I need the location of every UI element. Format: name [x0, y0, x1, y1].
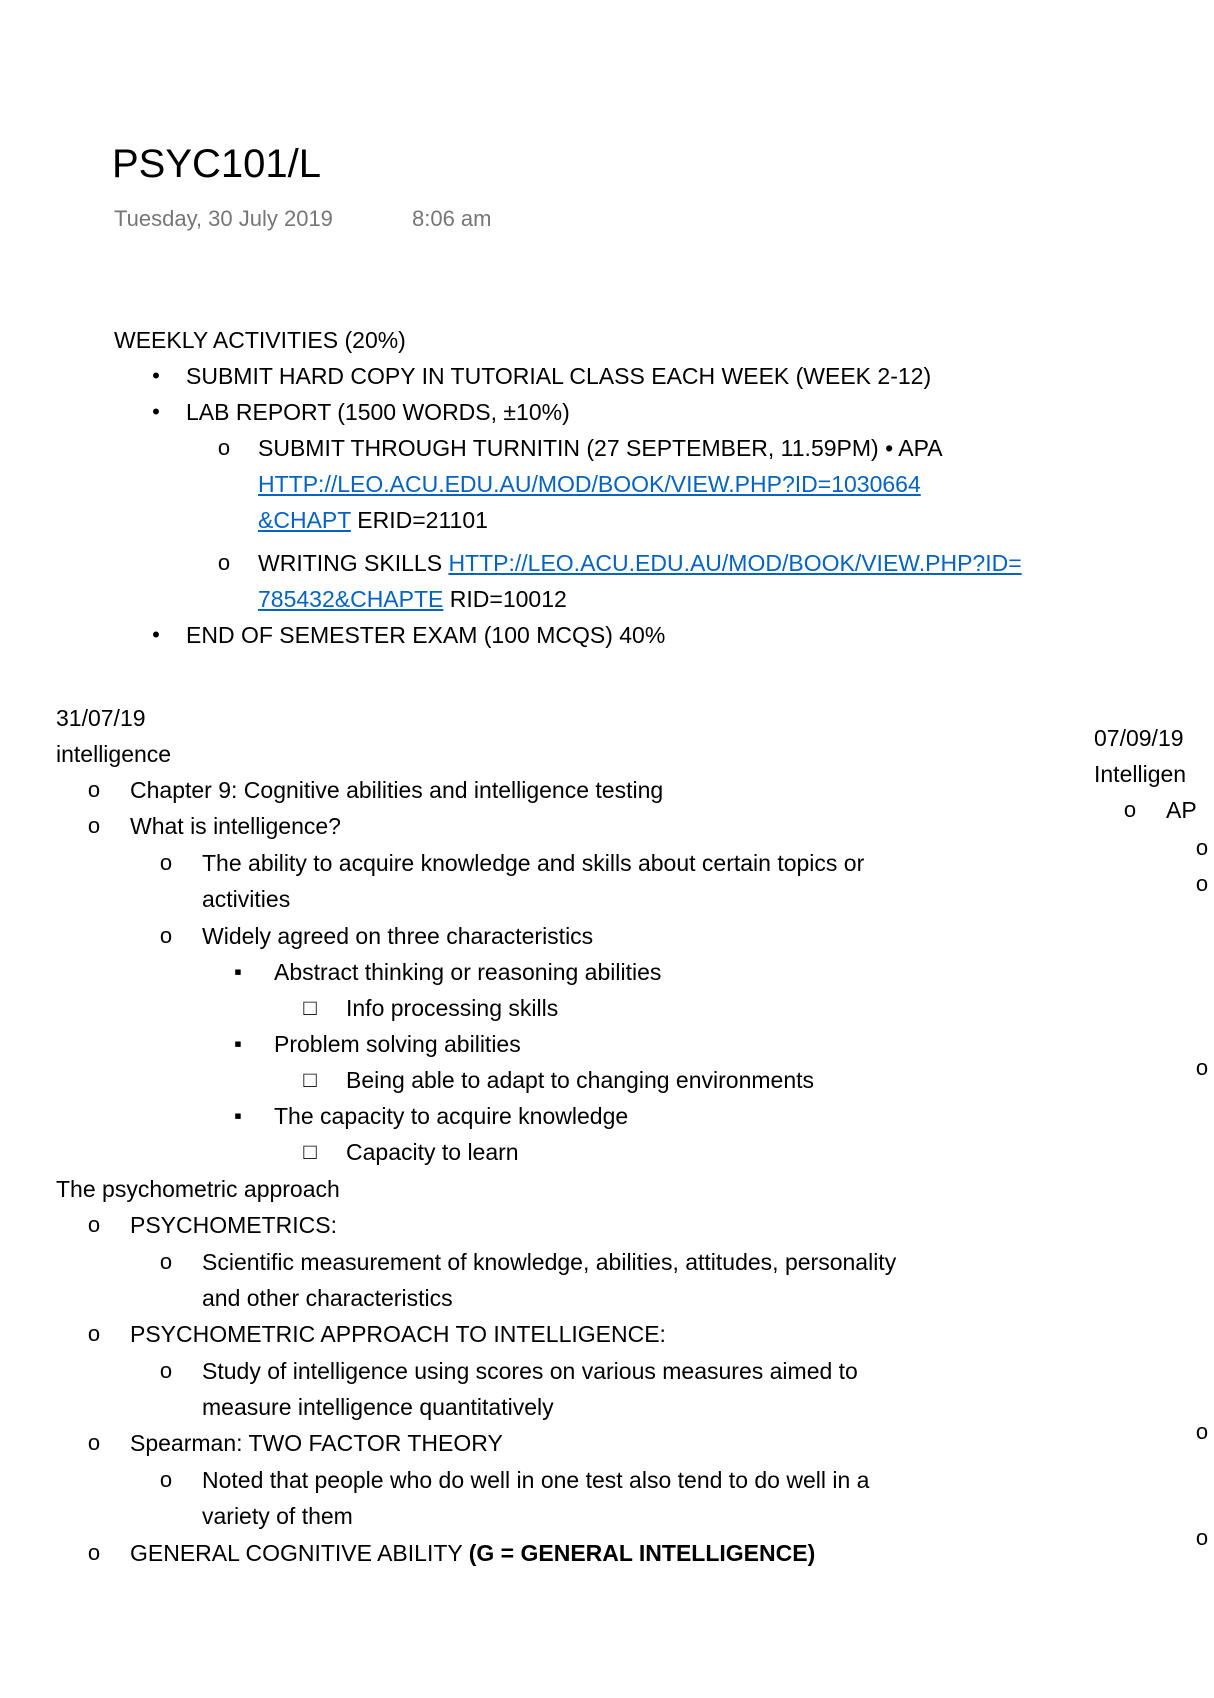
writing-skills-link-cont[interactable]: 785432&CHAPTE [258, 586, 444, 612]
page-time: 8:06 am [412, 206, 492, 231]
lab-submit-link-line1 [258, 466, 921, 502]
note-definition-2: activities [202, 886, 291, 912]
circle-marker: o [159, 1467, 173, 1492]
note-psychometrics: PSYCHOMETRICS: [130, 1212, 338, 1238]
weekly-item-hard-copy: SUBMIT HARD COPY IN TUTORIAL CLASS EACH WEEK (WEEK 2-12) [186, 363, 932, 389]
right-date: 07/09/19 [1094, 725, 1184, 751]
weekly-heading: WEEKLY ACTIVITIES (20%) [114, 327, 406, 353]
note-study-2: measure intelligence quantitatively [202, 1394, 554, 1420]
bullet-marker: • [152, 622, 160, 647]
circle-marker: o [87, 1430, 101, 1455]
note-adapt: Being able to adapt to changing environments [346, 1067, 814, 1093]
lab-submit-text: SUBMIT THROUGH TURNITIN (27 SEPTEMBER, 11.59PM) • APA [258, 435, 943, 461]
note-noted-1: Noted that people who do well in one test also tend to do well in a [202, 1467, 870, 1493]
page-date: Tuesday, 30 July 2019 [114, 206, 333, 231]
circle-marker: o [1195, 835, 1209, 860]
writing-skills-tail: RID=10012 [443, 586, 567, 612]
note-scientific-1: Scientific measurement of knowledge, abilities, attitudes, personality [202, 1249, 897, 1275]
circle-marker: o [217, 435, 231, 460]
apa-link-cont[interactable]: &CHAPT [258, 507, 351, 533]
circle-marker: o [159, 850, 173, 875]
note-capacity-knowledge: The capacity to acquire knowledge [274, 1103, 629, 1129]
box-marker: □ [303, 1139, 317, 1164]
circle-marker: o [1123, 797, 1137, 822]
note-noted-2: variety of them [202, 1503, 353, 1529]
note-characteristics: Widely agreed on three characteristics [202, 923, 594, 949]
note-capacity-learn: Capacity to learn [346, 1139, 519, 1165]
box-marker: □ [303, 1067, 317, 1092]
note-problem-solving: Problem solving abilities [274, 1031, 521, 1057]
note-psychometric-approach: PSYCHOMETRIC APPROACH TO INTELLIGENCE: [130, 1321, 666, 1347]
notes-topic: intelligence [56, 741, 172, 767]
circle-marker: o [87, 813, 101, 838]
note-chapter: Chapter 9: Cognitive abilities and intelligence testing [130, 777, 664, 803]
note-spearman: Spearman: TWO FACTOR THEORY [130, 1430, 503, 1456]
circle-marker: o [159, 923, 173, 948]
note-abstract-thinking: Abstract thinking or reasoning abilities [274, 959, 662, 985]
circle-marker: o [1195, 1525, 1209, 1550]
circle-marker: o [87, 777, 101, 802]
page-title: PSYC101/L [112, 142, 322, 186]
square-marker: ▪ [234, 1031, 242, 1056]
note-what-is: What is intelligence? [130, 813, 341, 839]
weekly-item-lab-report: LAB REPORT (1500 WORDS, ±10%) [186, 399, 570, 425]
lab-submit-link-line2 [258, 502, 488, 538]
circle-marker: o [87, 1212, 101, 1237]
circle-marker: o [159, 1358, 173, 1383]
general-ability-text: GENERAL COGNITIVE ABILITY [130, 1540, 469, 1566]
circle-marker: o [1195, 1419, 1209, 1444]
note-definition-1: The ability to acquire knowledge and skills about certain topics or [202, 850, 865, 876]
general-ability-bold: (G = GENERAL INTELLIGENCE) [468, 1540, 816, 1566]
circle-marker: o [159, 1249, 173, 1274]
right-item: AP [1166, 797, 1197, 823]
note-scientific-2: and other characteristics [202, 1285, 453, 1311]
circle-marker: o [217, 550, 231, 575]
bullet-marker: • [152, 363, 160, 388]
apa-link[interactable]: HTTP://LEO.ACU.EDU.AU/MOD/BOOK/VIEW.PHP?ID=1030664 [258, 471, 921, 497]
note-study-1: Study of intelligence using scores on various measures aimed to [202, 1358, 858, 1384]
circle-marker: o [87, 1540, 101, 1565]
box-marker: □ [303, 995, 317, 1020]
apa-link-tail: ERID=21101 [350, 507, 488, 533]
circle-marker: o [87, 1321, 101, 1346]
writing-skills-link[interactable]: HTTP://LEO.ACU.EDU.AU/MOD/BOOK/VIEW.PHP?ID= [448, 550, 1022, 576]
note-general-ability [130, 1535, 815, 1571]
writing-skills-label: WRITING SKILLS [258, 550, 449, 576]
circle-marker: o [1195, 871, 1209, 896]
square-marker: ▪ [234, 959, 242, 984]
writing-skills-line1 [258, 545, 1022, 581]
weekly-item-exam: END OF SEMESTER EXAM (100 MCQS) 40% [186, 622, 666, 648]
square-marker: ▪ [234, 1103, 242, 1128]
psychometric-heading: The psychometric approach [56, 1176, 340, 1202]
writing-skills-line2 [258, 581, 567, 617]
right-topic: Intelligen [1094, 761, 1187, 787]
bullet-marker: • [152, 399, 160, 424]
note-info-processing: Info processing skills [346, 995, 559, 1021]
notes-date: 31/07/19 [56, 705, 146, 731]
circle-marker: o [1195, 1055, 1209, 1080]
